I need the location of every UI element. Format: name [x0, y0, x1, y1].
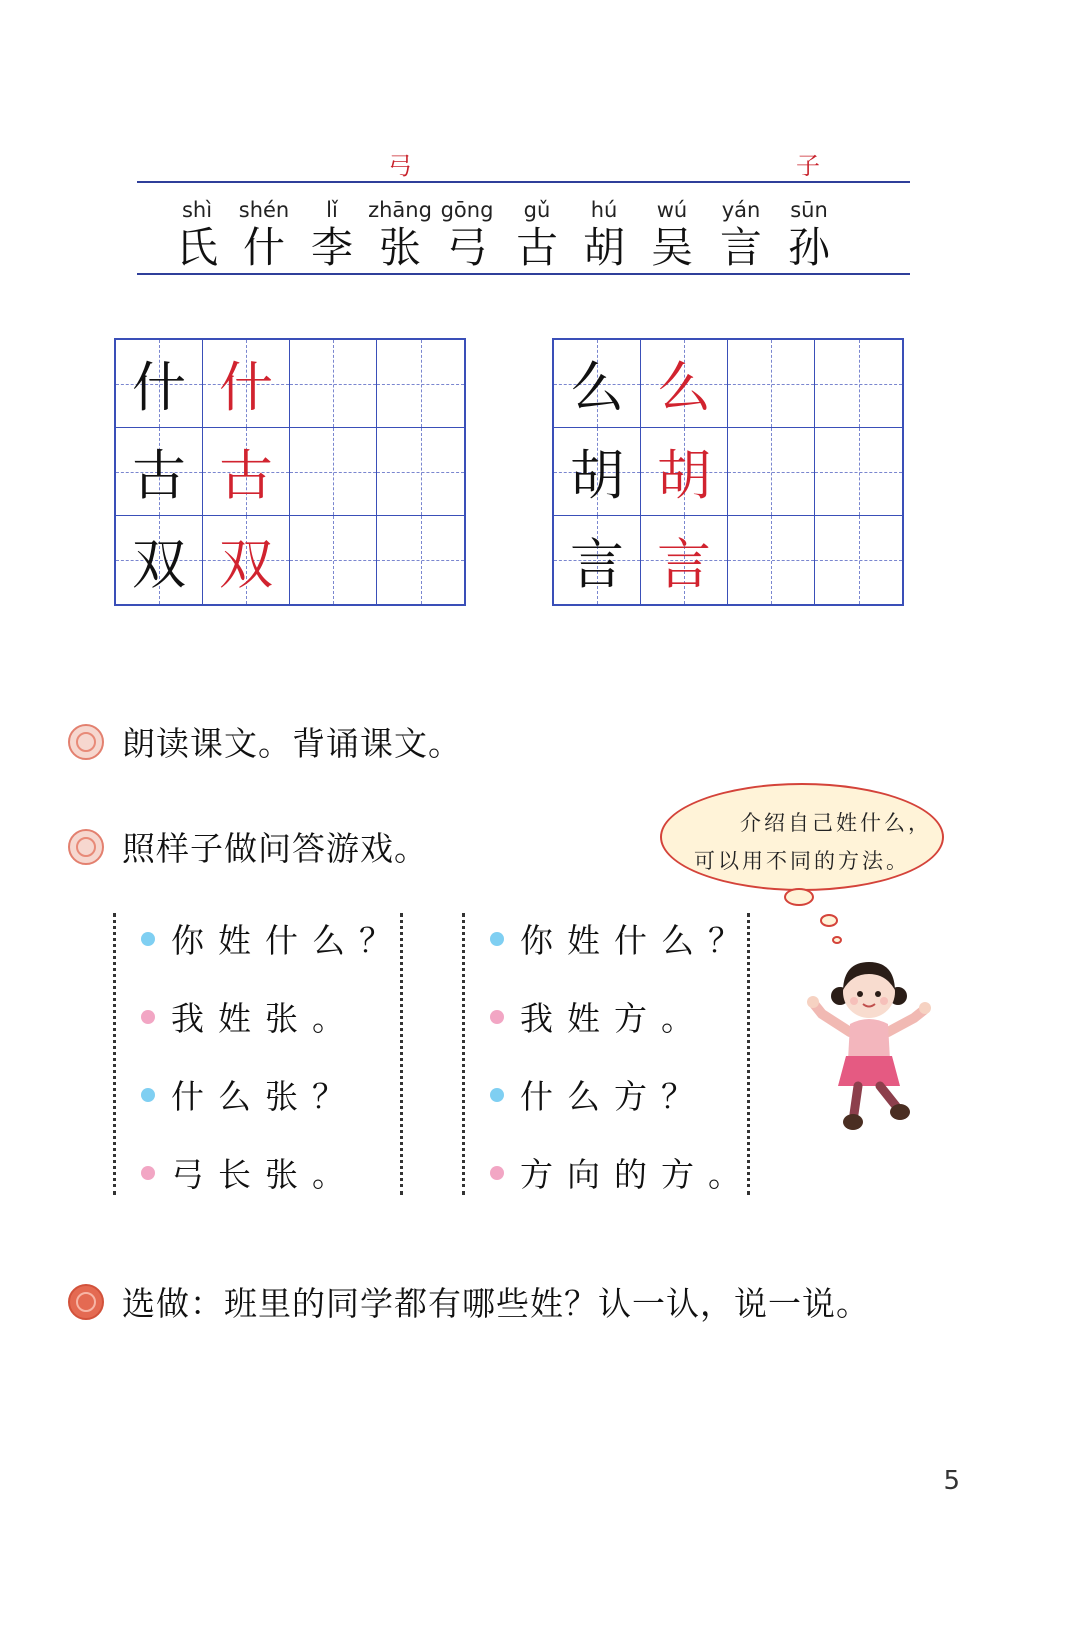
grid-cell: [641, 340, 728, 428]
trace-char: 古: [219, 444, 273, 507]
writing-grid-left: [114, 338, 466, 606]
trace-char: 言: [657, 532, 711, 596]
dialogue-text: 弓长张。: [171, 1155, 359, 1194]
task-read-aloud: [68, 718, 462, 765]
model-char: 古: [132, 444, 186, 507]
page-number: 5: [943, 1466, 960, 1496]
hanzi: 弓: [445, 223, 488, 272]
hanzi: 张: [378, 223, 421, 272]
pinyin: shén: [238, 198, 290, 222]
dialogue-text: 你姓什么？: [171, 921, 406, 960]
task-badge-icon: [68, 724, 104, 760]
char-item: [632, 196, 712, 272]
grid-cell: [554, 428, 641, 516]
radical-hint-zhang: 弓: [388, 152, 412, 180]
model-char: 胡: [570, 444, 624, 507]
trace-char: 胡: [657, 444, 711, 507]
trace-char: 双: [219, 532, 273, 596]
grid-cell: [554, 516, 641, 604]
thought-trail-medium: [820, 914, 838, 927]
grid-cell-empty[interactable]: [377, 340, 464, 428]
dialogue-line: [490, 993, 708, 1040]
bubble-line-2: 可以用不同的方法。: [694, 849, 910, 873]
model-char: 双: [132, 532, 186, 596]
grid-cell-empty[interactable]: [377, 516, 464, 604]
dialogue-line: [141, 1149, 359, 1196]
dotted-divider: [113, 913, 116, 1195]
bullet-pink: [141, 1010, 155, 1024]
bullet-pink: [490, 1010, 504, 1024]
trace-char: 什: [219, 356, 273, 419]
dialogue-box-zhang: [113, 913, 406, 1195]
model-char: 什: [132, 356, 186, 419]
pinyin: gǔ: [523, 198, 551, 222]
pinyin: lǐ: [326, 198, 338, 222]
grid-cell-empty[interactable]: [290, 340, 377, 428]
task-text: 选做：班里的同学都有哪些姓？认一认，说一说。: [122, 1284, 870, 1323]
dialogue-line: [490, 1071, 708, 1118]
bubble-line-1: 介绍自己姓什么，: [740, 811, 932, 835]
grid-cell-empty[interactable]: [815, 516, 902, 604]
dotted-divider: [462, 913, 465, 1195]
pinyin: sūn: [790, 198, 828, 222]
grid-cell: [116, 340, 203, 428]
dialogue-line: [141, 1071, 359, 1118]
radical-hint-sun: 子: [796, 152, 820, 180]
hanzi: 胡: [582, 223, 625, 272]
hanzi: 李: [310, 223, 353, 272]
grid-cell: [203, 340, 290, 428]
char-item: [769, 196, 849, 272]
dialogue-text: 我姓张。: [171, 999, 359, 1038]
grid-cell-empty[interactable]: [728, 340, 815, 428]
grid-cell: [116, 516, 203, 604]
hanzi: 孙: [787, 223, 830, 272]
dialogue-text: 什么方？: [520, 1077, 708, 1116]
dialogue-line: [141, 915, 406, 962]
dialogue-line: [141, 993, 359, 1040]
pinyin: wú: [656, 198, 688, 222]
bullet-blue: [490, 1088, 504, 1102]
grid-cell: [116, 428, 203, 516]
hanzi: 氏: [175, 223, 218, 272]
strip-top-rule: [137, 181, 910, 183]
pinyin: yán: [721, 198, 761, 222]
model-char: 么: [570, 356, 624, 419]
char-item: [427, 196, 507, 272]
grid-cell: [641, 428, 728, 516]
dialogue-text: 你姓什么？: [520, 921, 755, 960]
grid-cell: [203, 516, 290, 604]
task-badge-icon: [68, 1284, 104, 1320]
pinyin: shì: [181, 198, 213, 222]
dialogue-text: 我姓方。: [520, 999, 708, 1038]
model-char: 言: [570, 532, 624, 596]
bullet-pink: [490, 1166, 504, 1180]
bullet-blue: [490, 932, 504, 946]
task-badge-icon: [68, 829, 104, 865]
dialogue-text: 方向的方。: [520, 1155, 755, 1194]
trace-char: 么: [657, 356, 711, 419]
grid-cell-empty[interactable]: [377, 428, 464, 516]
grid-cell-empty[interactable]: [728, 516, 815, 604]
dialogue-text: 什么张？: [171, 1077, 359, 1116]
girl-illustration: [800, 940, 940, 1140]
bullet-blue: [141, 1088, 155, 1102]
bullet-pink: [141, 1166, 155, 1180]
dialogue-line: [490, 1149, 755, 1196]
grid-cell: [203, 428, 290, 516]
grid-cell: [554, 340, 641, 428]
hanzi: 古: [515, 223, 558, 272]
pinyin: gōng: [440, 198, 494, 222]
dialogue-line: [490, 915, 755, 962]
grid-cell: [641, 516, 728, 604]
thought-trail-large: [784, 888, 814, 906]
grid-cell-empty[interactable]: [815, 428, 902, 516]
hanzi: 言: [719, 223, 762, 272]
task-qa-game: [68, 823, 428, 870]
strip-bottom-rule: [137, 273, 910, 275]
task-optional: [68, 1278, 870, 1325]
grid-cell-empty[interactable]: [815, 340, 902, 428]
pinyin: hú: [590, 198, 618, 222]
grid-cell-empty[interactable]: [728, 428, 815, 516]
grid-cell-empty[interactable]: [290, 428, 377, 516]
hanzi: 什: [242, 223, 285, 272]
bullet-blue: [141, 932, 155, 946]
grid-cell-empty[interactable]: [290, 516, 377, 604]
writing-grid-right: [552, 338, 904, 606]
dialogue-box-fang: [462, 913, 755, 1195]
task-text: 朗读课文。背诵课文。: [122, 724, 462, 763]
pinyin: zhāng: [368, 198, 432, 222]
task-text: 照样子做问答游戏。: [122, 829, 428, 868]
thought-bubble: [660, 783, 944, 891]
hanzi: 吴: [650, 223, 693, 272]
